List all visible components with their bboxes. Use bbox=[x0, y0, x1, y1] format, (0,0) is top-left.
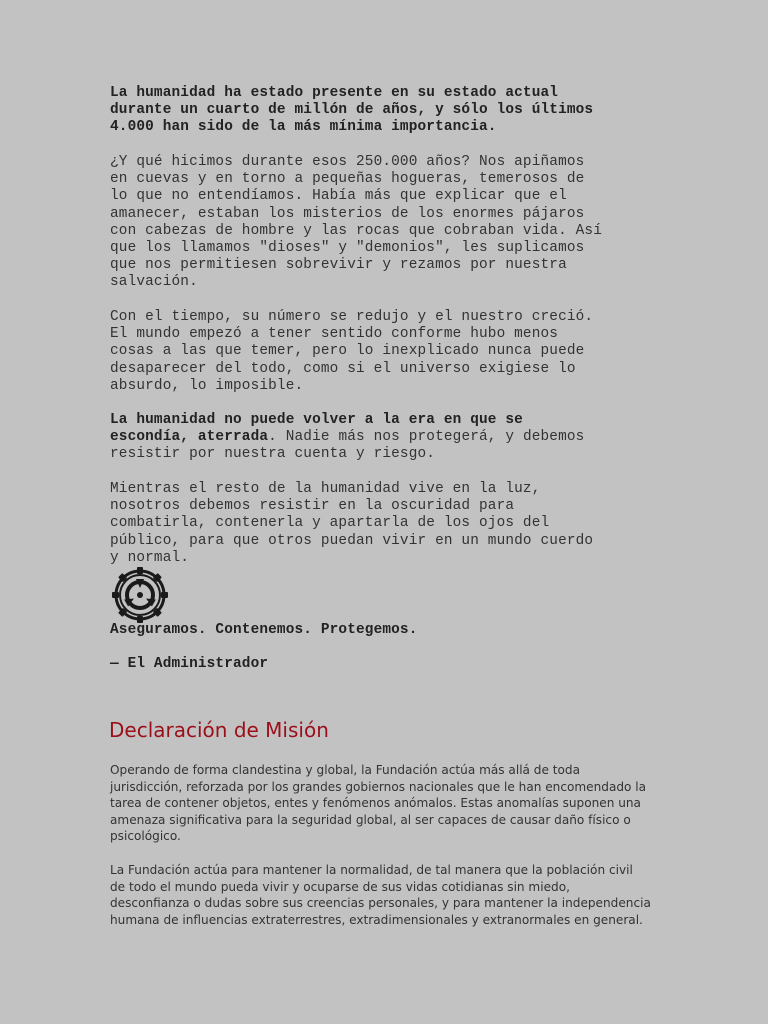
intro-paragraph-5 bbox=[110, 481, 670, 567]
motto-text: Aseguramos. Contenemos. Protegemos. bbox=[110, 622, 418, 638]
scp-foundation-logo-icon bbox=[108, 566, 172, 624]
motto bbox=[110, 622, 670, 639]
intro-paragraph-1 bbox=[110, 85, 670, 137]
mission-paragraph-1: Operando de forma clandestina y global, la Fundación actúa más allá de toda jurisdicción, reforzada por los grandes gobiernos nacionales que le han encomendado la tarea de contener objetos, entes y fenómenos anómalos. Estas anomalías suponen una amenaza significativa para la seguridad global, al ser capaces de causar daño físico o psicológico. bbox=[110, 763, 647, 844]
intro-paragraph-4-bold: La humanidad no puede volver a la era en que se escondía, aterrada bbox=[110, 412, 523, 446]
mission-title: Declaración de Misión bbox=[109, 718, 329, 742]
mission-paragraph-2: La Fundación actúa para mantener la normalidad, de tal manera que la población civil de todo el mundo pueda vivir y ocuparse de sus vidas cotidianas sin miedo, desconfianza o dudas sobre sus creencias personales, y para mantener la independencia humana de influencias extraterrestres, extradimensionales y extranormales en general. bbox=[110, 863, 651, 927]
signature bbox=[110, 656, 670, 673]
intro-paragraph-4-rest: . Nadie más nos protegerá, y debemos resistir por nuestra cuenta y riesgo. bbox=[110, 429, 585, 463]
intro-paragraph-5-text: Mientras el resto de la humanidad vive en la luz, nosotros debemos resistir en la oscuridad para combatirla, contenerla y apartarla de los ojos del público, para que otros puedan vivir en un mundo cuerdo y normal. bbox=[110, 481, 594, 566]
intro-paragraph-4-text bbox=[110, 412, 670, 464]
intro-paragraph-2 bbox=[110, 154, 670, 292]
intro-paragraph-1-text: La humanidad ha estado presente en su estado actual durante un cuarto de millón de años, y sólo los últimos 4.000 han sido de la más mínima importancia. bbox=[110, 85, 594, 136]
intro-paragraph-4 bbox=[110, 412, 670, 464]
intro-paragraph-3-text: Con el tiempo, su número se redujo y el nuestro creció. El mundo empezó a tener sentido conforme hubo menos cosas a las que temer, pero lo inexplicado nunca puede desaparecer del todo, como si el universo exigiese lo absurdo, lo imposible. bbox=[110, 309, 594, 394]
signature-text: — El Administrador bbox=[110, 656, 269, 672]
intro-paragraph-2-text: ¿Y qué hicimos durante esos 250.000 años? Nos apiñamos en cuevas y en torno a pequeñas hogueras, temerosos de lo que no entendíamos. Había más que explicar que el amanecer, estaban los misterios de los enormes pájaros con cabezas de hombre y las rocas que cobraban vida. Así que los llamamos "dioses" y "demonios", les suplicamos que nos permitiesen sobrevivir y rezamos por nuestra salvación. bbox=[110, 154, 603, 291]
intro-paragraph-3 bbox=[110, 309, 670, 395]
